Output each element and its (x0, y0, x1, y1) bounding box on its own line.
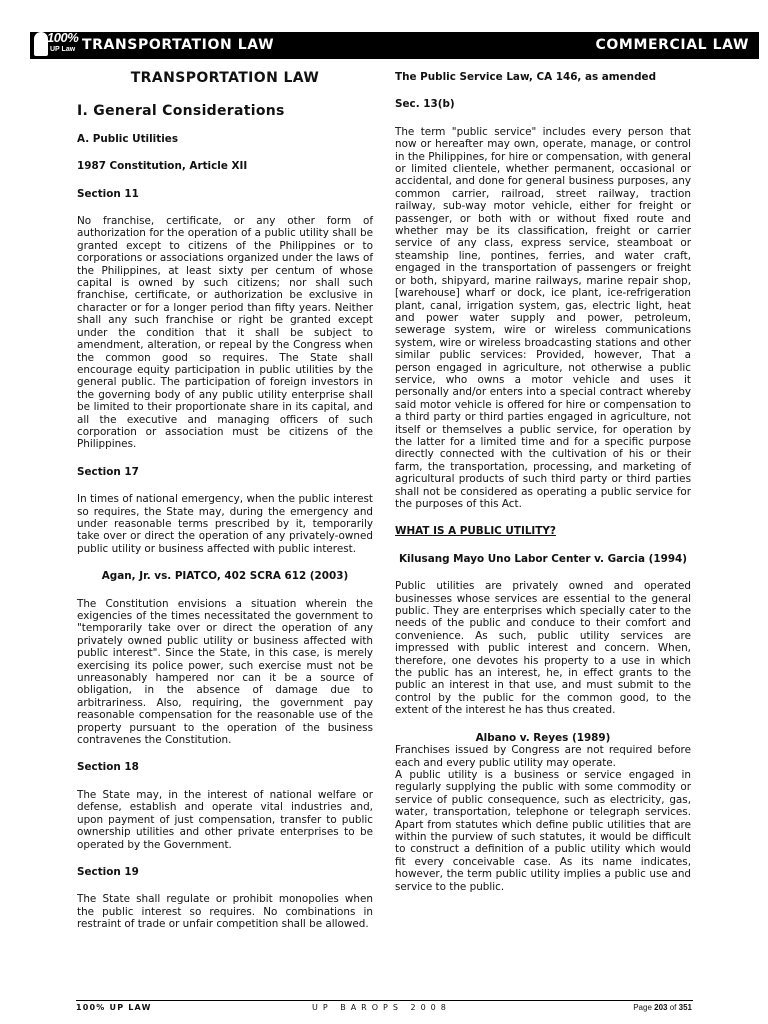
page-total: 351 (678, 1003, 692, 1012)
section-17-heading: Section 17 (77, 465, 139, 478)
case-agan-text: The Constitution envisions a situation wherein the exigencies of the times necessitated the government to "temporarily take over or direct the operation of any privately owned public utility or business affected with public interest". Since the State, in this case, is merely exercising its police power, such exercise must not be unreasonably hampered nor can it be a source of obligation, in the absence of damage due to arbitrariness. Also, requiring, the government pay reasonable compensation for the reasonable use of the property pursuant to the operation of the business contravenes the Constitution. (77, 597, 373, 747)
section-18-heading: Section 18 (77, 761, 139, 774)
public-utility-question: WHAT IS A PUBLIC UTILITY? (395, 525, 556, 538)
footer-divider (76, 1000, 693, 1001)
section-19-text: The State shall regulate or prohibit monopolies when the public interest so requires. No combinations in restraint of trade or unfair competition shall be allowed. (77, 893, 373, 931)
subheading-public-utilities: A. Public Utilities (77, 132, 178, 145)
header-right-title: COMMERCIAL LAW (595, 37, 749, 53)
footer-left: 100% UP LAW (76, 1003, 152, 1012)
right-column (395, 67, 691, 893)
logo-subtext: UP Law (50, 46, 76, 53)
public-service-law-heading: The Public Service Law, CA 146, as amended (395, 71, 657, 83)
page-title: TRANSPORTATION LAW (130, 70, 320, 86)
page-header (30, 32, 759, 59)
case-albano-text-2: A public utility is a business or service engaged in regularly supplying the public with some commodity or service of public consequence, such as electricity, gas, water, transportation, telephone or telegraph services. Apart from statutes which define public utilities that are within the purview of such statutes, it would be difficult to construct a definition of a public utility which would fit every conceivable case. As its name indicates, however, the term public utility implies a public use and service to the public. (395, 768, 691, 893)
case-agan-heading: Agan, Jr. vs. PIATCO, 402 SCRA 612 (2003) (101, 570, 349, 583)
left-column (77, 67, 373, 931)
page-prefix: Page (633, 1003, 652, 1012)
logo-number: 100% (47, 30, 79, 45)
section-17-text: In times of national emergency, when the public interest so requires, the State may, during the emergency and under reasonable terms prescribed by it, temporarily take over or direct the operation of any privately-owned public utility or business affected with public interest. (77, 493, 373, 555)
header-left-title: TRANSPORTATION LAW (82, 37, 275, 53)
section-11-text: No franchise, certificate, or any other form of authorization for the operation of a public utility shall be granted except to citizens of the Philippines or to corporations or associations organized under the laws of the Philippines, at least sixty per centum of whose capital is owned by such citizens; nor shall such franchise, certificate, or authorization be exclusive in character or for a longer period than fifty years. Neither shall any such franchise or right be granted except under the condition that it shall be subject to amendment, alteration, or repeal by the Congress when the common good so requires. The State shall encourage equity participation in public utilities by the general public. The participation of foreign investors in the governing body of any public utility enterprise shall be limited to their proportionate share in its capital, and all the executive and managing officers of such corporation or association must be citizens of the Philippines. (77, 215, 373, 451)
constitution-heading: 1987 Constitution, Article XII (77, 160, 248, 173)
case-kmu-text: Public utilities are privately owned and operated businesses whose services are essential to the general public. They are enterprises which specially cater to the needs of the public and conduce to their comfort and convenience. As such, public utility services are impressed with public interest and concern. When, therefore, one devotes his property to a use in which the public has an interest, he, in effect grants to the public an interest in that use, and must submit to the control by the public for the common good, to the extent of the interest he has thus created. (395, 580, 691, 717)
section-19-heading: Section 19 (77, 865, 139, 878)
case-albano-text-1: Franchises issued by Congress are not required before each and every public utility may operate. (395, 744, 691, 769)
footer-page-number (633, 1003, 692, 1012)
footer-middle: UP BAROPS 2008 (312, 1003, 451, 1012)
logo-badge-icon (34, 32, 48, 56)
case-albano-heading: Albano v. Reyes (1989) (475, 731, 611, 744)
section-11-heading: Section 11 (77, 187, 139, 200)
section-heading: I. General Considerations (77, 103, 285, 120)
up-law-logo (34, 29, 78, 60)
page-current: 203 (654, 1003, 668, 1012)
section-18-text: The State may, in the interest of national welfare or defense, establish and operate vital industries and, upon payment of just compensation, transfer to public ownership utilities and other private enterprises to be operated by the Government. (77, 788, 373, 851)
case-kmu-heading: Kilusang Mayo Uno Labor Center v. Garcia (1994) (398, 552, 688, 565)
sec-13b-text: The term "public service" includes every person that now or hereafter may own, operate, manage, or control in the Philippines, for hire or compensation, with general or limited clientele, whether permanent, occasional or accidental, and done for general business purposes, any common carrier, railroad, street railway, traction railway, sub-way motor vehicle, either for freight or passenger, or both with or without fixed route and whether may be its classification, freight or carrier service of any class, express service, steamboat or steamship line, pontines, ferries, and water craft, engaged in the transportation of passengers or freight or both, shipyard, marine railways, marine repair shop, [warehouse] wharf or dock, ice plant, ice-refrigeration plant, canal, irrigation system, gas, electric light, heat and power water supply and power, petroleum, sewerage system, wire or wireless communications system, wire or wireless broadcasting stations and other similar public services: Provided, however, That a person engaged in agriculture, not otherwise a public service, who owns a motor vehicle and uses it personally and/or enters into a special contract whereby said motor vehicle is offered for hire or compensation to a third party or third parties engaged in agriculture, not itself or themselves a public service, for operation by the latter for a limited time and for a specific purpose directly connected with the cultivation of his or their farm, the transportation, processing, and marketing of agricultural products of such third party or third parties shall not be considered as operating a public service for the purposes of this Act. (395, 125, 691, 510)
sec-13b-heading: Sec. 13(b) (395, 98, 455, 111)
page-of: of (669, 1003, 677, 1012)
